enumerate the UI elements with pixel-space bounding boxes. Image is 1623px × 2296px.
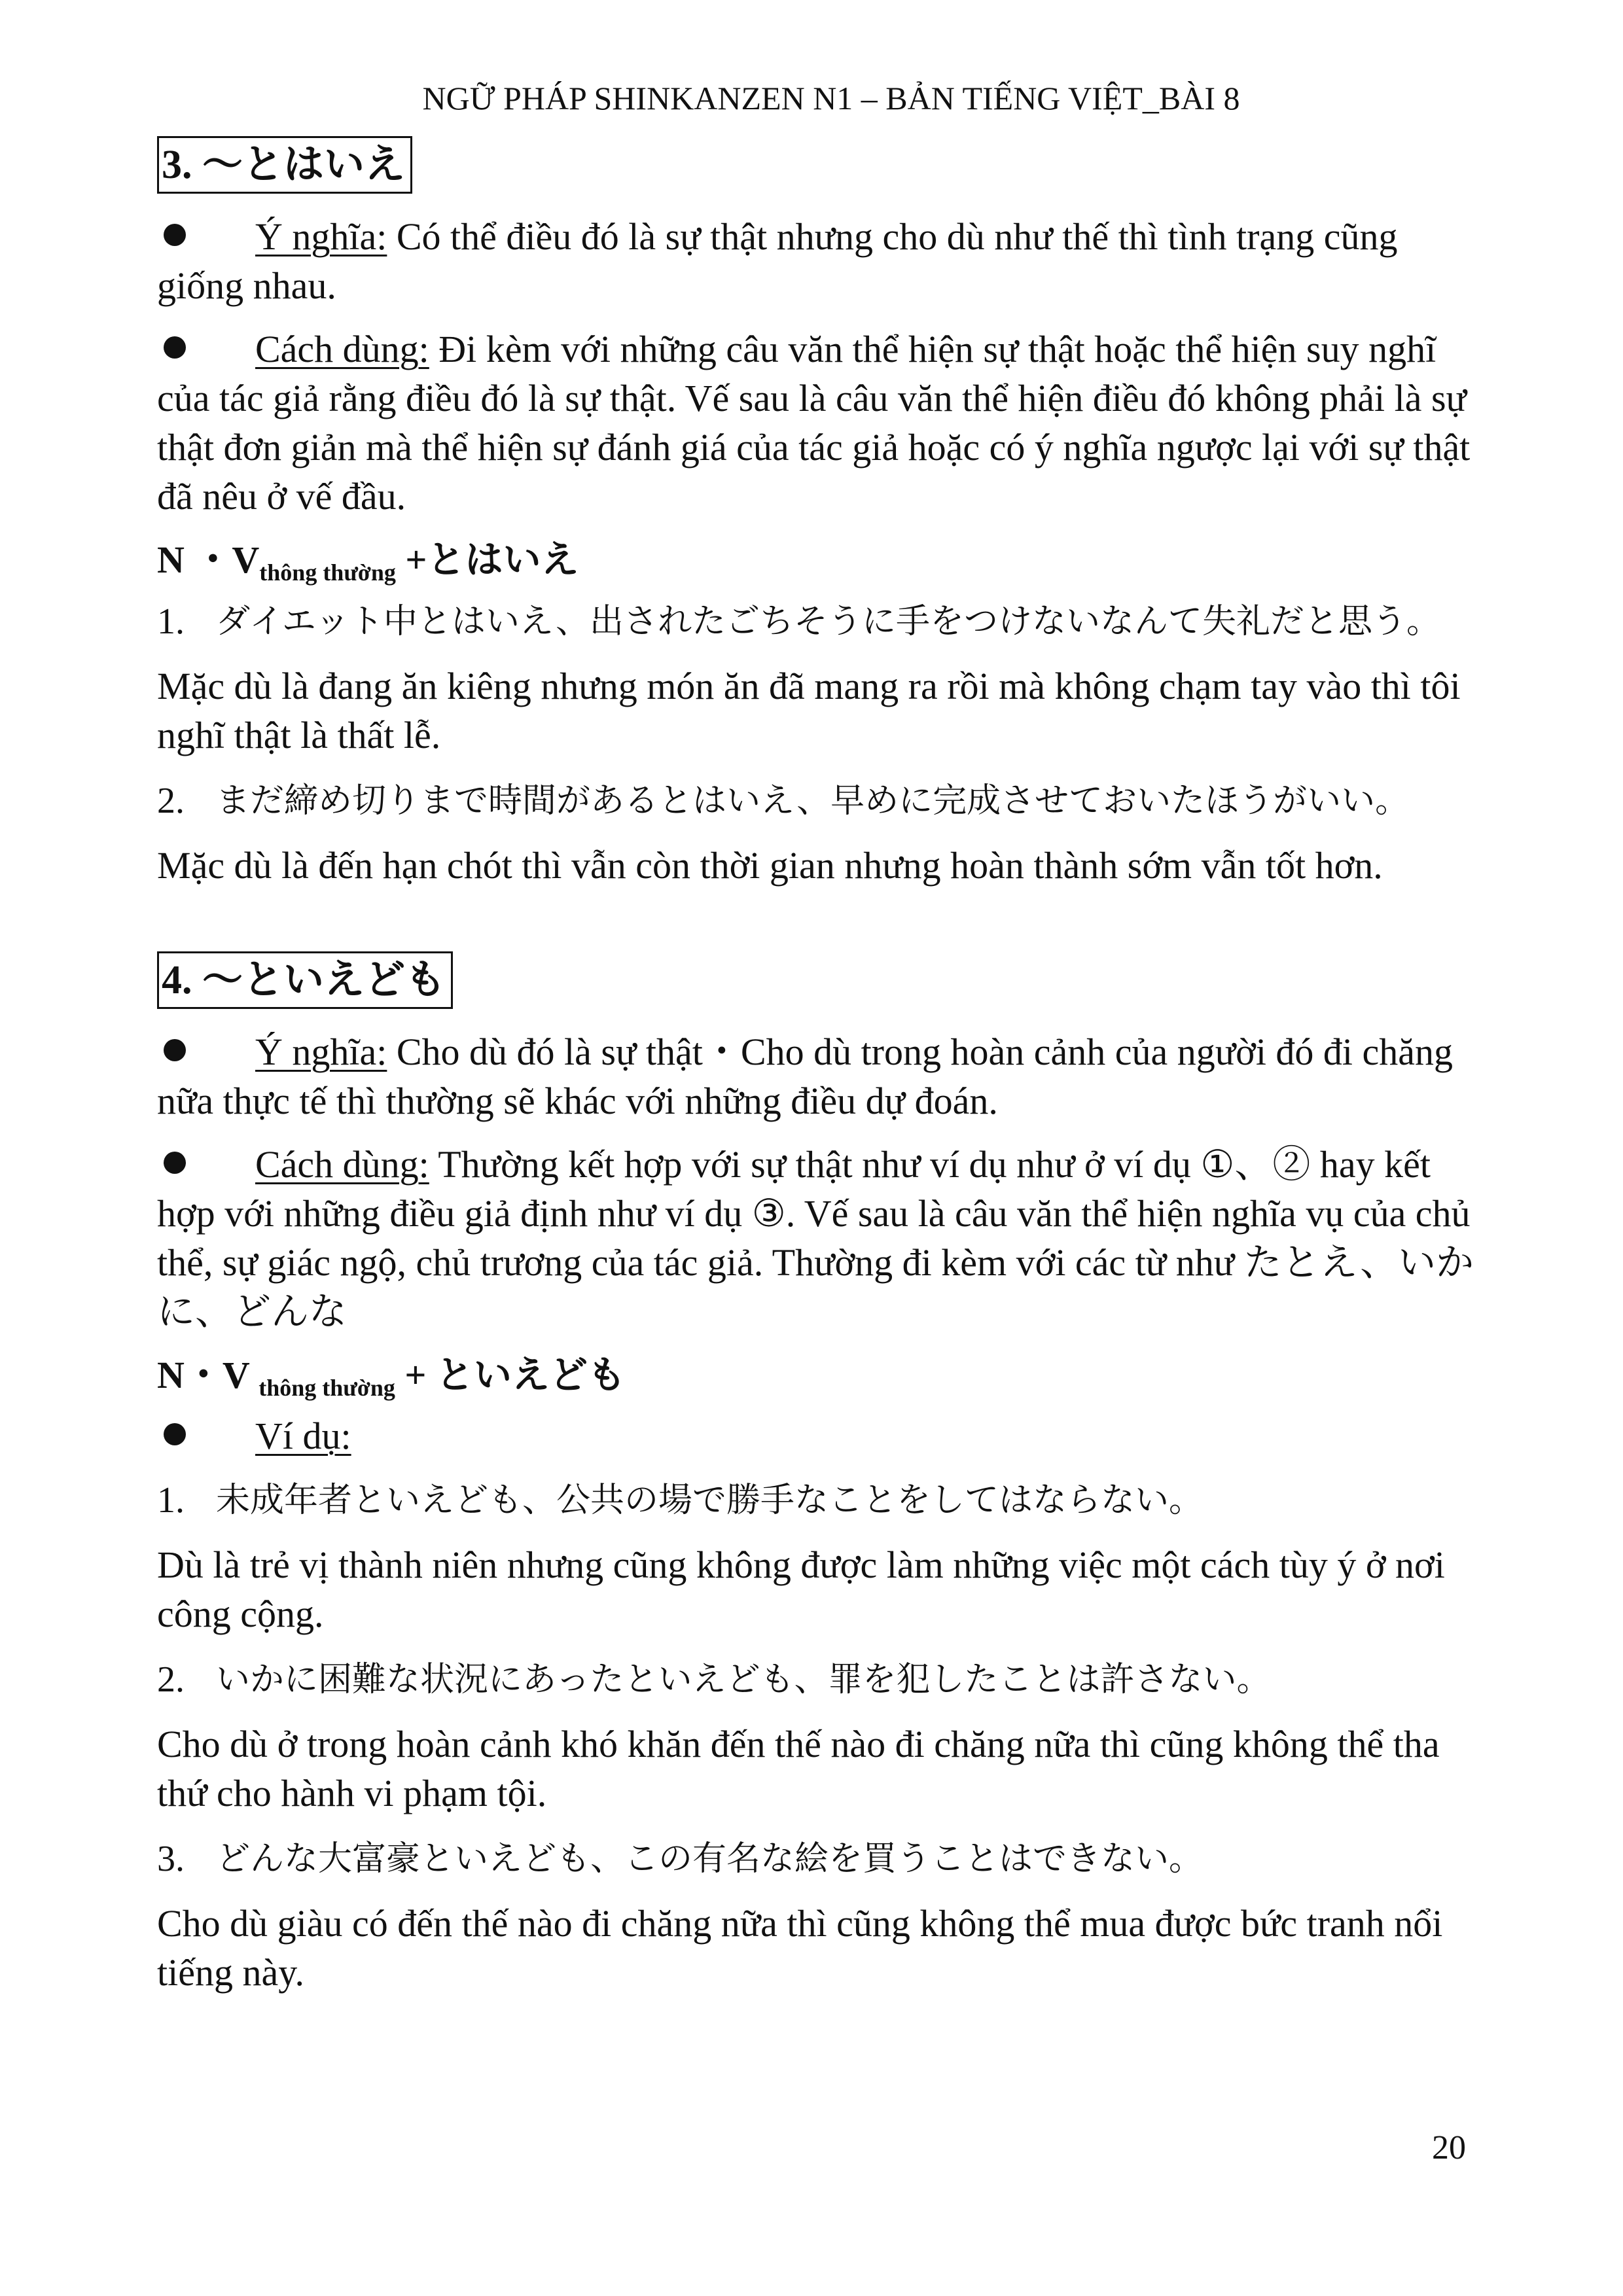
example-jp [157,1833,1479,1884]
section-title-3: 3. ～とはいえ [157,136,412,194]
example-number: 2. [157,781,185,821]
formula-tail: +とはいえ [395,539,579,581]
page-number: 20 [1432,2129,1466,2166]
grammar-formula-4 [157,1351,1479,1400]
example-translation: Mặc dù là đang ăn kiêng nhưng món ăn đã mang ra rồi mà không chạm tay vào thì tôi nghĩ thật là thất lễ. [157,665,1461,756]
example-bullet-4 [157,1411,1479,1460]
page-header: NGỮ PHÁP SHINKANZEN N1 – BẢN TIẾNG VIỆT_BÀI 8 [422,80,1240,116]
example-jp [157,1475,1479,1526]
example-number: 3. [157,1839,185,1879]
meaning-text: Có thể điều đó là sự thật nhưng cho dù như thế thì tình trạng cũng giống nhau. [157,215,1398,307]
grammar-formula-3 [157,535,1479,584]
example-translation: Mặc dù là đến hạn chót thì vẫn còn thời gian nhưng hoàn thành sớm vẫn tốt hơn. [157,844,1383,887]
meaning-bullet-4 [157,1027,1479,1125]
formula-main: N・V [157,1354,259,1396]
example-translation: Cho dù giàu có đến thế nào đi chăng nữa thì cũng không thể mua được bức tranh nổi tiếng này. [157,1902,1443,1994]
usage-bullet-3 [157,325,1479,521]
formula-tail: + といえども [395,1354,626,1396]
formula-main: N ・V [157,539,260,581]
usage-label: Cách dùng: [255,1143,429,1186]
usage-label: Cách dùng: [255,328,429,370]
example-jp-text: 未成年者といえども、公共の場で勝手なことをしてはならない。 [216,1481,1204,1520]
meaning-label: Ý nghĩa: [255,215,387,258]
usage-text: Đi kèm với những câu văn thể hiện sự thật hoặc thể hiện suy nghĩ của tác giả rằng điều đó là sự thật. Vế sau là câu văn thể hiện điều đó không phải là sự thật đơn giản mà thể hiện sự đánh giá của tác giả hoặc có ý nghĩa ngược lại với sự thật đã nêu ở vế đầu. [157,328,1471,518]
section-spacer [157,906,1479,951]
section-title-4: 4. ～といえども [157,951,453,1009]
example-jp [157,775,1479,826]
formula-subscript: thông thường [259,559,396,586]
example-number: 2. [157,1659,185,1700]
example-translation: Dù là trẻ vị thành niên nhưng cũng không được làm những việc một cách tùy ý ở nơi công cộng. [157,1544,1445,1635]
meaning-bullet-3 [157,212,1479,310]
example-number: 1. [157,1480,185,1521]
example-jp [157,1654,1479,1705]
example-number: 1. [157,601,185,642]
meaning-text: Cho dù đó là sự thật・Cho dù trong hoàn cảnh của người đó đi chăng nữa thực tế thì thường sẽ khác với những điều dự đoán. [157,1031,1454,1122]
usage-bullet-4 [157,1140,1479,1336]
example-label: Ví dụ: [255,1415,351,1457]
example-jp-text: ダイエット中とはいえ、出されたごちそうに手をつけないなんて失礼だと思う。 [216,602,1440,641]
example-jp-text: どんな大富豪といえども、この有名な絵を買うことはできない。 [216,1839,1204,1879]
example-jp-text: まだ締め切りまで時間があるとはいえ、早めに完成させておいたほうがいい。 [216,781,1410,821]
example-jp-text: いかに困難な状況にあったといえども、罪を犯したことは許さない。 [216,1660,1271,1699]
usage-text: Thường kết hợp với sự thật như ví dụ như ở ví dụ ①、② hay kết hợp với những điều giả định như ví dụ ③. Vế sau là câu văn thể hiện nghĩa vụ của chủ thể, sự giác ngộ, chủ trương của tác giả. Thường đi kèm với các từ như たとえ、いかに、どんな [157,1143,1474,1333]
formula-subscript: thông thường [259,1375,395,1401]
example-jp [157,596,1479,647]
example-translation: Cho dù ở trong hoàn cảnh khó khăn đến thế nào đi chăng nữa thì cũng không thể tha thứ cho hành vi phạm tội. [157,1723,1440,1814]
meaning-label: Ý nghĩa: [255,1031,387,1073]
